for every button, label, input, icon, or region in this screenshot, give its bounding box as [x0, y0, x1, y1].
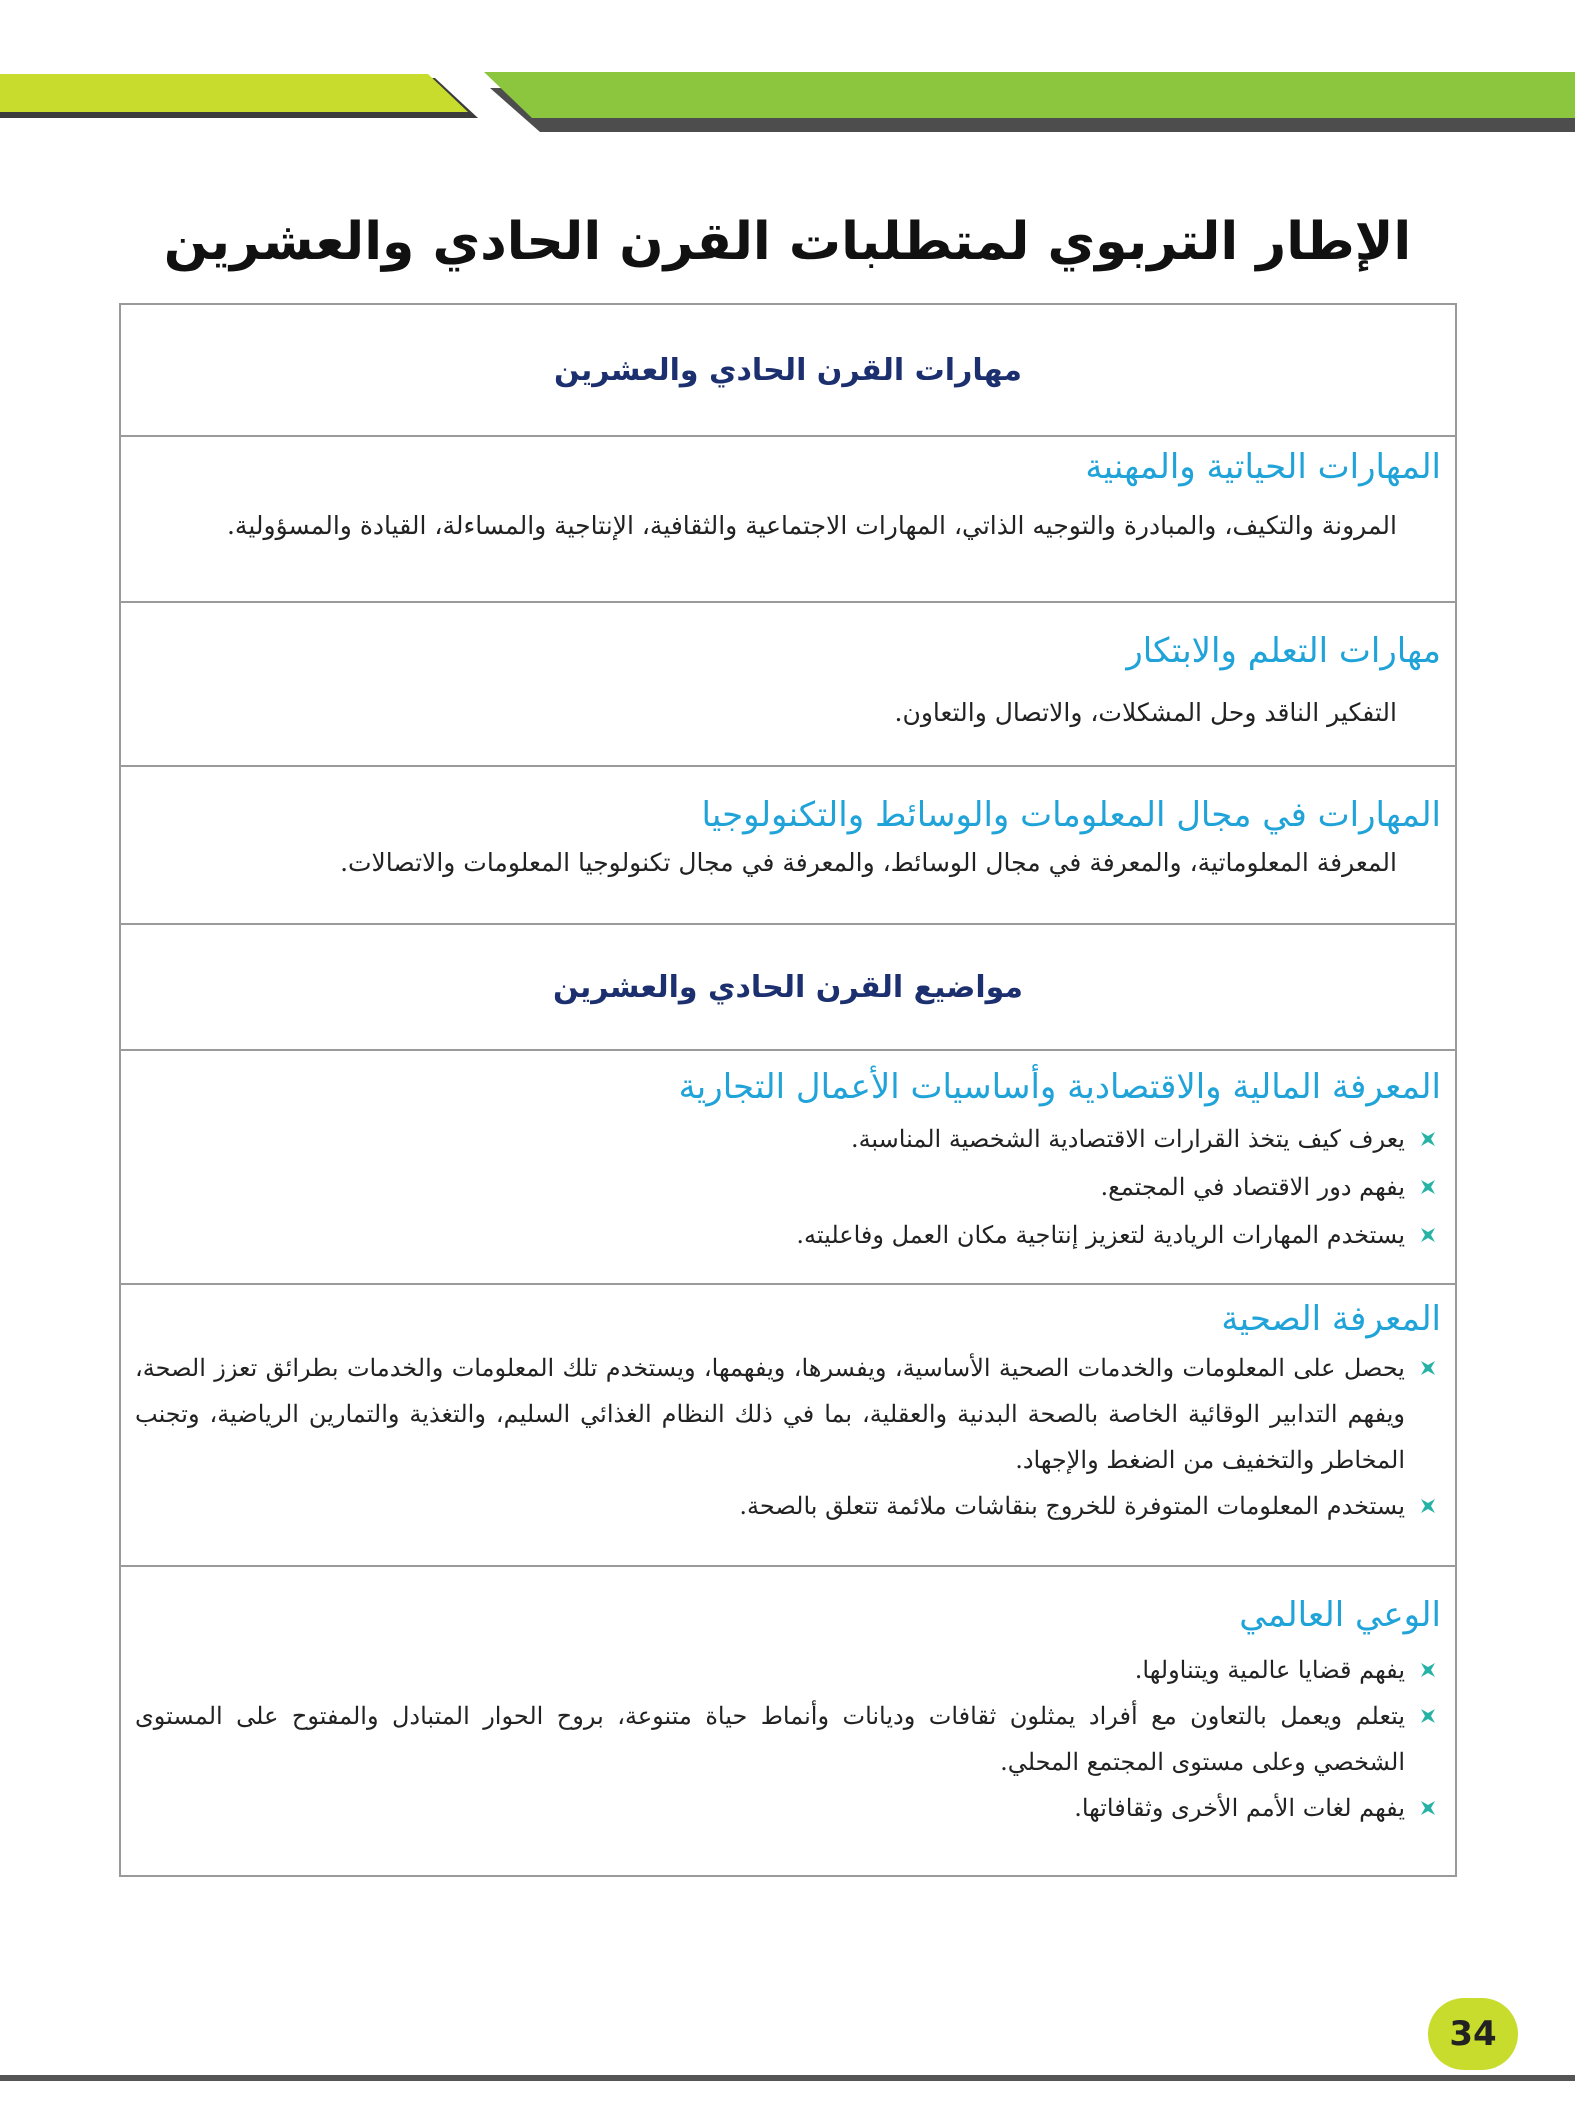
star-bullet-icon [1421, 1228, 1435, 1242]
skills-section-header [121, 305, 1455, 435]
list-item [135, 1483, 1441, 1529]
topics-section-header [121, 923, 1455, 1049]
star-bullet-icon [1421, 1180, 1435, 1194]
list-item-text: يفهم لغات الأمم الأخرى وثقافاتها. [1074, 1794, 1405, 1822]
info-media-tech-heading: المهارات في مجال المعلومات والوسائط والتكنولوجيا [701, 795, 1441, 835]
list-item [135, 1647, 1441, 1693]
financial-heading: المعرفة المالية والاقتصادية وأساسيات الأعمال التجارية [678, 1067, 1441, 1107]
star-bullet-icon [1421, 1361, 1435, 1375]
info-media-tech-row [121, 765, 1455, 923]
global-heading: الوعي العالمي [1239, 1595, 1441, 1635]
list-item-text: يفهم قضايا عالمية ويتناولها. [1134, 1656, 1405, 1684]
global-awareness-row [121, 1565, 1455, 1875]
list-item [135, 1211, 1441, 1259]
learning-innovation-row [121, 601, 1455, 765]
list-item-text: يعرف كيف يتخذ القرارات الاقتصادية الشخصية المناسبة. [850, 1125, 1405, 1153]
topics-header-text: مواضيع القرن الحادي والعشرين [552, 969, 1024, 1005]
framework-table [119, 303, 1457, 1877]
list-item [135, 1163, 1441, 1211]
banner-yellow-stripe [0, 74, 468, 112]
list-item-text: يفهم دور الاقتصاد في المجتمع. [1100, 1173, 1405, 1201]
list-item-text: يتعلم ويعمل بالتعاون مع أفراد يمثلون ثقافات وديانات وأنماط حياة متنوعة، بروح الحوار المتبادل والمفتوح على المستوى الشخصي وعلى مستوى المجتمع المحلي. [135, 1702, 1405, 1776]
list-item [135, 1115, 1441, 1163]
list-item-text: يستخدم المعلومات المتوفرة للخروج بنقاشات ملائمة تتعلق بالصحة. [739, 1492, 1405, 1520]
top-banner [0, 0, 1575, 140]
page-title: الإطار التربوي لمتطلبات القرن الحادي والعشرين [163, 212, 1412, 272]
life-career-skills-row [121, 435, 1455, 601]
financial-literacy-row [121, 1049, 1455, 1283]
health-heading: المعرفة الصحية [1221, 1299, 1441, 1339]
star-bullet-icon [1421, 1499, 1435, 1513]
list-item-text: يستخدم المهارات الريادية لتعزيز إنتاجية مكان العمل وفاعليته. [796, 1221, 1405, 1249]
info-media-tech-text: المعرفة المعلوماتية، والمعرفة في مجال الوسائط، والمعرفة في مجال تكنولوجيا المعلومات والاتصالات. [340, 848, 1397, 877]
skills-header-text: مهارات القرن الحادي والعشرين [554, 352, 1022, 388]
list-item-text: يحصل على المعلومات والخدمات الصحية الأساسية، ويفسرها، ويفهمها، ويستخدم تلك المعلومات والخدمات بطرائق تعزز الصحة، ويفهم التدابير الوقائية الخاصة بالصحة البدنية والعقلية، بما في ذلك النظام الغذائي السليم، والتغذية والتمارين الرياضية، وتجنب المخاطر والتخفيف من الضغط والإجهاد. [135, 1354, 1405, 1474]
star-bullet-icon [1421, 1663, 1435, 1677]
bottom-rule [0, 2075, 1575, 2081]
learning-innovation-heading: مهارات التعلم والابتكار [1126, 631, 1441, 671]
life-career-text: المرونة والتكيف، والمبادرة والتوجيه الذاتي، المهارات الاجتماعية والثقافية، الإنتاجية والمساءلة، القيادة والمسؤولية. [226, 511, 1397, 540]
star-bullet-icon [1421, 1801, 1435, 1815]
list-item [135, 1785, 1441, 1831]
financial-list [135, 1115, 1441, 1259]
life-career-heading: المهارات الحياتية والمهنية [1085, 447, 1441, 487]
list-item [135, 1345, 1441, 1483]
learning-innovation-text: التفكير الناقد وحل المشكلات، والاتصال والتعاون. [894, 698, 1397, 727]
banner-green-stripe [484, 72, 1575, 118]
star-bullet-icon [1421, 1709, 1435, 1723]
list-item [135, 1693, 1441, 1785]
star-bullet-icon [1421, 1132, 1435, 1146]
health-list [135, 1345, 1441, 1529]
page-number: 34 [1449, 2014, 1497, 2054]
page-number-badge [1428, 1998, 1518, 2070]
health-literacy-row [121, 1283, 1455, 1565]
global-list [135, 1647, 1441, 1831]
